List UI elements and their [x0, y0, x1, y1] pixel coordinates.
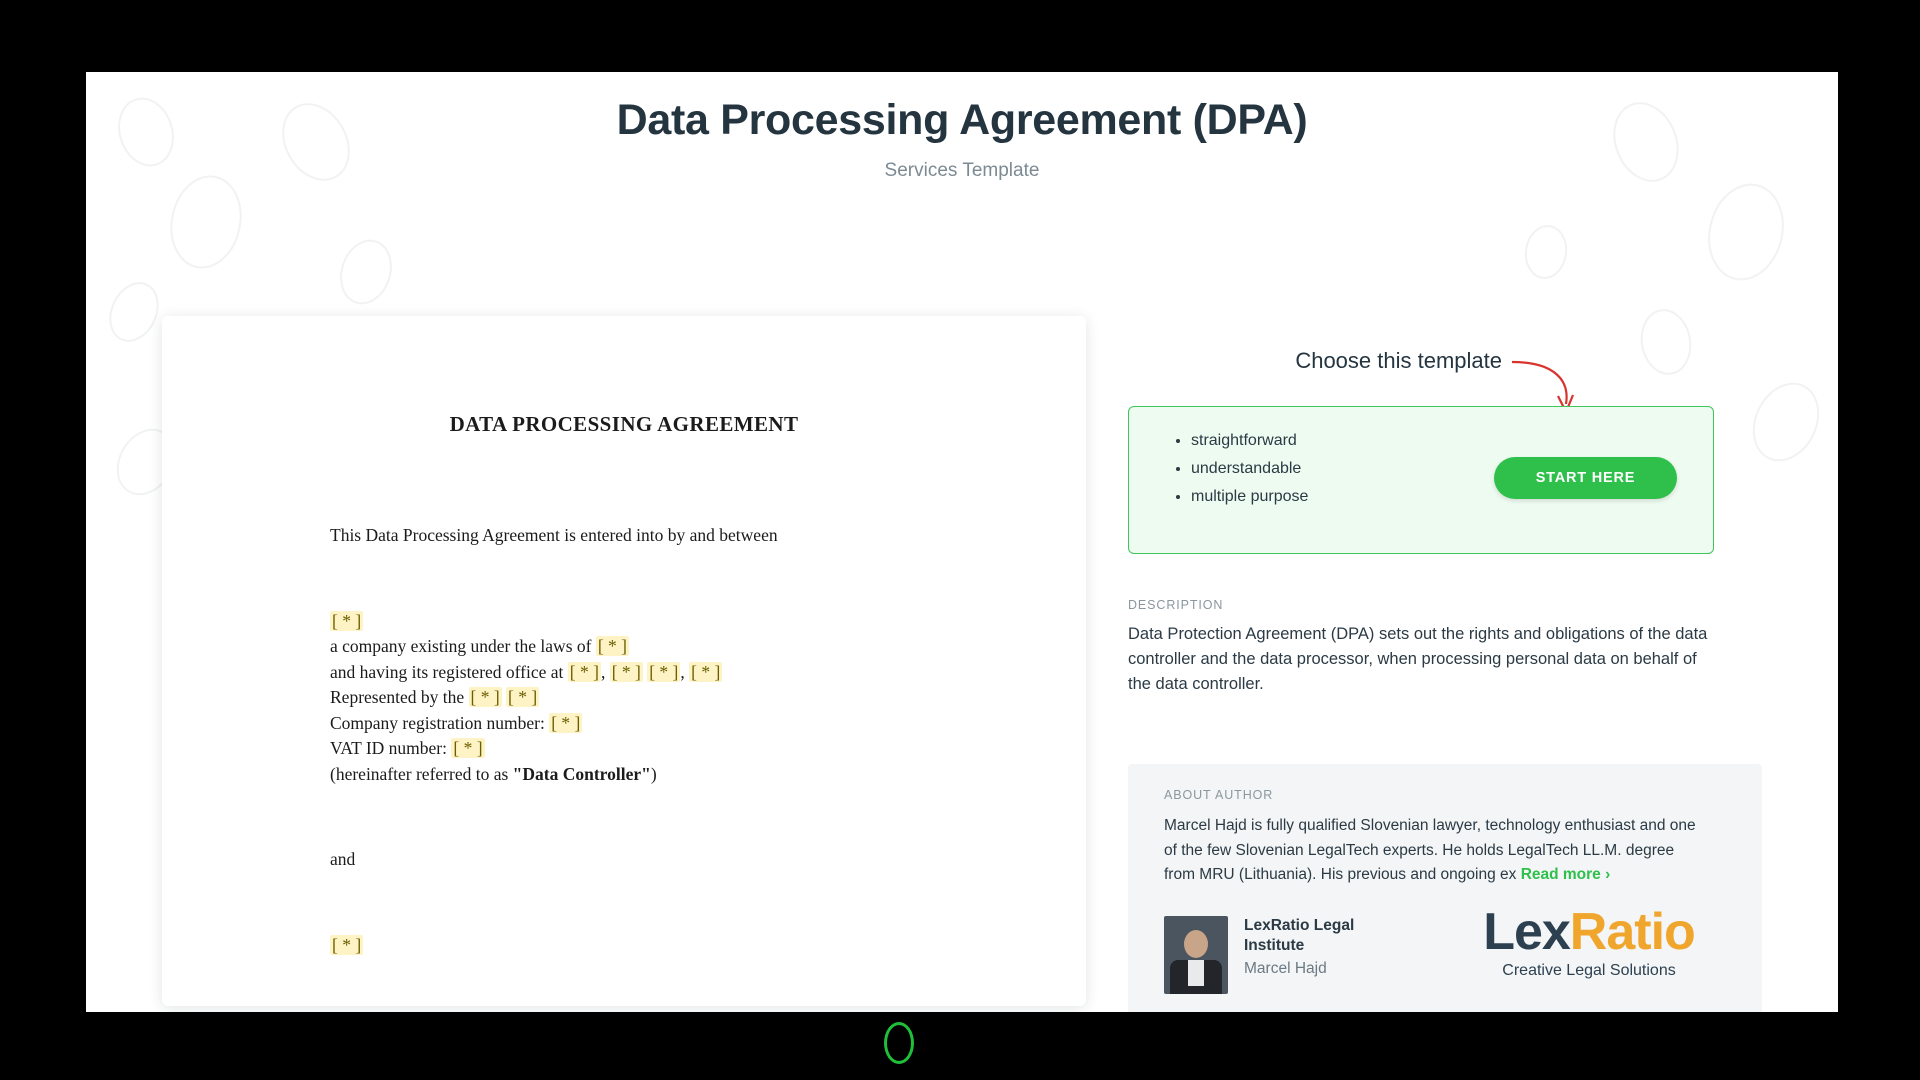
promo-bullet: • straightforward: [1191, 427, 1713, 455]
document-laws-label: a company existing under the laws of: [330, 636, 596, 656]
document-office-label: and having its registered office at: [330, 661, 568, 682]
about-author-card: [1128, 764, 1762, 1012]
placeholder-token[interactable]: [ * ]: [332, 934, 362, 955]
placeholder-token[interactable]: [ * ]: [611, 661, 641, 682]
document-preview-card[interactable]: [162, 316, 1086, 1006]
read-more-label: Read more: [1520, 866, 1601, 883]
description-label: DESCRIPTION: [1128, 598, 1224, 612]
promo-bullet: • multiple purpose: [1191, 483, 1713, 511]
document-spacer: [330, 873, 1026, 933]
author-person-name: Marcel Hajd: [1244, 960, 1327, 977]
sidebar: [1128, 316, 1762, 1006]
author-organization: LexRatio Legal Institute: [1244, 917, 1355, 954]
cursor-highlight-oval: [884, 1022, 914, 1064]
document-heading: DATA PROCESSING AGREEMENT: [449, 412, 799, 436]
document-vat-label: VAT ID number:: [330, 738, 452, 758]
document-laws-line: [330, 634, 1026, 660]
read-more-link[interactable]: [1521, 866, 1611, 883]
page-title: Data Processing Agreement (DPA): [616, 96, 1308, 144]
placeholder-token[interactable]: [ * ]: [597, 636, 627, 656]
lexratio-logo-wordmark: [1444, 904, 1734, 960]
page-subtitle: Services Template: [884, 160, 1040, 181]
placeholder-token[interactable]: [ * ]: [691, 661, 721, 682]
about-author-bio-text: Marcel Hajd is fully qualified Slovenian lawyer, technology enthusiast and one of the few Slovenian LegalTech experts. He holds LegalTech LL.M. degree from MRU (Lithuania). His previous and ongoing ex: [1164, 817, 1696, 883]
document-controller-prefix: (hereinafter referred to as: [330, 763, 513, 784]
document-spacer: [330, 549, 1026, 609]
logo-part-lex: Lex: [1483, 903, 1570, 961]
document-regnumber-label: Company registration number:: [330, 712, 550, 733]
document-represented-label: Represented by the: [330, 687, 469, 707]
placeholder-token[interactable]: [ * ]: [332, 610, 362, 631]
document-intro-line: This Data Processing Agreement is entered into by and between: [330, 525, 778, 545]
page-viewport: [86, 72, 1838, 1012]
avatar: [1164, 916, 1228, 994]
document-spacer: [330, 787, 1026, 847]
promo-bullet: • understandable: [1191, 455, 1713, 483]
document-content: [162, 316, 1086, 958]
document-represented-line: [330, 685, 1026, 711]
chevron-right-icon: ›: [1605, 866, 1611, 883]
placeholder-token[interactable]: [ * ]: [649, 661, 679, 682]
document-controller-term: "Data Controller": [512, 763, 651, 784]
document-vat-line: [330, 736, 1026, 762]
placeholder-token[interactable]: [ * ]: [470, 687, 500, 707]
description-text: Data Protection Agreement (DPA) sets out the rights and obligations of the data controller and the data processor, when processing personal data on behalf of the data controller.: [1128, 625, 1708, 693]
placeholder-token[interactable]: [ * ]: [551, 712, 581, 733]
document-body: [162, 523, 1086, 958]
document-controller-line: [330, 762, 1026, 788]
choose-template-title: Choose this template: [1295, 348, 1502, 373]
choose-template-row: [1128, 316, 1762, 390]
document-controller-suffix: ): [650, 763, 657, 784]
document-and-line: and: [330, 849, 356, 869]
promo-box: [1128, 406, 1714, 554]
avatar-head: [1184, 930, 1208, 958]
placeholder-token[interactable]: [ * ]: [569, 661, 599, 682]
about-author-bio: [1164, 814, 1704, 888]
about-author-label: ABOUT AUTHOR: [1164, 788, 1274, 802]
document-regnumber-line: [330, 711, 1026, 737]
document-office-line: and having its registered office at [ * ] , [ * ] [ * ] , [ * ]: [330, 661, 721, 682]
document-party2-line: [330, 933, 1026, 959]
placeholder-token[interactable]: [ * ]: [508, 687, 538, 707]
lexratio-logo: [1444, 904, 1734, 980]
avatar-shirt: [1188, 960, 1204, 986]
placeholder-token[interactable]: [ * ]: [453, 738, 483, 758]
logo-tagline: Creative Legal Solutions: [1502, 962, 1676, 979]
start-here-button[interactable]: START HERE: [1494, 457, 1677, 499]
logo-part-ratio: Ratio: [1569, 903, 1695, 961]
document-party-name-line: [330, 609, 1026, 635]
